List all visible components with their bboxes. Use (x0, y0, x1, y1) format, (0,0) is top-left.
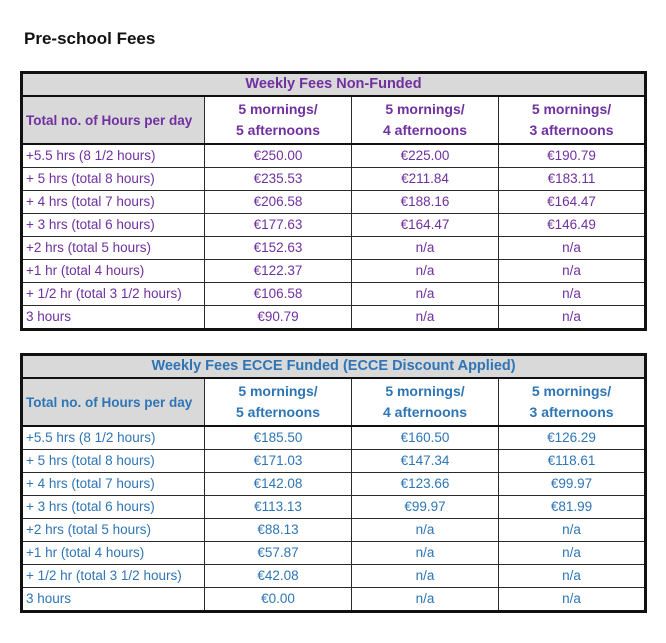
table-row (22, 542, 646, 565)
column-header-line2: 3 afternoons (529, 122, 614, 138)
table-row (22, 519, 646, 542)
fee-cell: n/a (352, 260, 499, 283)
hours-cell: + 3 hrs (total 6 hours) (22, 214, 205, 237)
column-header-line1: 5 mornings/ (238, 101, 318, 117)
table-row (22, 260, 646, 283)
fee-cell: €164.47 (352, 214, 499, 237)
fee-cell: n/a (352, 542, 499, 565)
table-row (22, 426, 646, 450)
fee-cell: €90.79 (205, 306, 352, 330)
fee-cell: €183.11 (499, 168, 646, 191)
column-header-line1: 5 mornings/ (385, 383, 465, 399)
table-header-row (22, 96, 646, 144)
column-header-5m-4a (352, 96, 499, 144)
table-row (22, 168, 646, 191)
fee-cell: €152.63 (205, 237, 352, 260)
column-header-line1: 5 mornings/ (531, 101, 612, 117)
fee-cell: €235.53 (205, 168, 352, 191)
column-header-line1: 5 mornings/ (531, 383, 612, 399)
column-header-line2: 5 afternoons (235, 122, 320, 138)
hours-cell: +2 hrs (total 5 hours) (22, 519, 205, 542)
hours-cell: +5.5 hrs (8 1/2 hours) (22, 426, 205, 450)
table-row (22, 191, 646, 214)
fee-cell: €206.58 (205, 191, 352, 214)
hours-cell: +2 hrs (total 5 hours) (22, 237, 205, 260)
table-title-row (22, 355, 646, 379)
column-header-5m-4a (352, 378, 499, 426)
nonfunded-fees-table (20, 71, 647, 331)
column-header-line1: 5 mornings/ (385, 101, 465, 117)
fee-cell: €88.13 (205, 519, 352, 542)
table-row (22, 306, 646, 330)
fee-cell: €185.50 (205, 426, 352, 450)
column-header-5m-5a (205, 96, 352, 144)
fee-cell: €142.08 (205, 473, 352, 496)
table-row (22, 565, 646, 588)
page-title: Pre-school Fees (24, 29, 156, 48)
hours-cell: + 5 hrs (total 8 hours) (22, 168, 205, 191)
column-header-line2: 5 afternoons (235, 404, 320, 420)
fee-cell: n/a (352, 565, 499, 588)
fee-cell: €99.97 (352, 496, 499, 519)
table-row (22, 214, 646, 237)
table-row (22, 588, 646, 612)
column-header-5m-3a (499, 378, 646, 426)
table-row (22, 496, 646, 519)
fee-cell: €123.66 (352, 473, 499, 496)
hours-cell: + 1/2 hr (total 3 1/2 hours) (22, 565, 205, 588)
fee-cell: €81.99 (499, 496, 646, 519)
fee-cell: n/a (499, 542, 646, 565)
fee-cell: n/a (499, 283, 646, 306)
fee-cell: €0.00 (205, 588, 352, 612)
fee-cell: €99.97 (499, 473, 646, 496)
column-header-line2: 4 afternoons (382, 404, 467, 420)
fee-cell: n/a (352, 237, 499, 260)
hours-column-header: Total no. of Hours per day (22, 96, 205, 144)
fee-cell: n/a (499, 565, 646, 588)
hours-cell: + 4 hrs (total 7 hours) (22, 191, 205, 214)
hours-cell: + 4 hrs (total 7 hours) (22, 473, 205, 496)
fee-cell: n/a (499, 306, 646, 330)
fee-cell: €188.16 (352, 191, 499, 214)
fee-cell: €171.03 (205, 450, 352, 473)
fee-cell: €190.79 (499, 144, 646, 168)
column-header-5m-3a (499, 96, 646, 144)
column-header-line2: 3 afternoons (529, 404, 614, 420)
column-header-5m-5a (205, 378, 352, 426)
fee-cell: n/a (352, 306, 499, 330)
hours-cell: + 3 hrs (total 6 hours) (22, 496, 205, 519)
fee-cell: n/a (352, 283, 499, 306)
hours-cell: + 1/2 hr (total 3 1/2 hours) (22, 283, 205, 306)
hours-cell: 3 hours (22, 588, 205, 612)
fee-cell: €113.13 (205, 496, 352, 519)
table-title-row (22, 73, 646, 97)
hours-cell: +5.5 hrs (8 1/2 hours) (22, 144, 205, 168)
hours-cell: + 5 hrs (total 8 hours) (22, 450, 205, 473)
fee-cell: n/a (352, 588, 499, 612)
fee-cell: €177.63 (205, 214, 352, 237)
fee-cell: n/a (499, 519, 646, 542)
hours-cell: +1 hr (total 4 hours) (22, 260, 205, 283)
hours-cell: 3 hours (22, 306, 205, 330)
column-header-line2: 4 afternoons (382, 122, 467, 138)
fee-cell: €160.50 (352, 426, 499, 450)
fee-cell: €122.37 (205, 260, 352, 283)
table-row (22, 237, 646, 260)
fee-cell: €57.87 (205, 542, 352, 565)
column-header-line1: 5 mornings/ (238, 383, 318, 399)
fee-cell: n/a (499, 260, 646, 283)
fee-cell: €225.00 (352, 144, 499, 168)
table-row (22, 144, 646, 168)
table-title: Weekly Fees Non-Funded (22, 73, 646, 97)
fee-cell: n/a (499, 237, 646, 260)
fee-cell: €126.29 (499, 426, 646, 450)
fee-cell: €147.34 (352, 450, 499, 473)
fee-cell: €118.61 (499, 450, 646, 473)
table-header-row (22, 378, 646, 426)
fee-cell: €106.58 (205, 283, 352, 306)
fee-cell: €250.00 (205, 144, 352, 168)
fee-cell: €42.08 (205, 565, 352, 588)
fee-cell: €211.84 (352, 168, 499, 191)
fee-cell: n/a (352, 519, 499, 542)
table-row (22, 450, 646, 473)
fee-cell: €146.49 (499, 214, 646, 237)
table-title: Weekly Fees ECCE Funded (ECCE Discount Applied) (22, 355, 646, 379)
fee-cell: n/a (499, 588, 646, 612)
fee-cell: €164.47 (499, 191, 646, 214)
hours-column-header: Total no. of Hours per day (22, 378, 205, 426)
ecce-funded-fees-table (20, 353, 647, 613)
table-row (22, 283, 646, 306)
table-row (22, 473, 646, 496)
hours-cell: +1 hr (total 4 hours) (22, 542, 205, 565)
